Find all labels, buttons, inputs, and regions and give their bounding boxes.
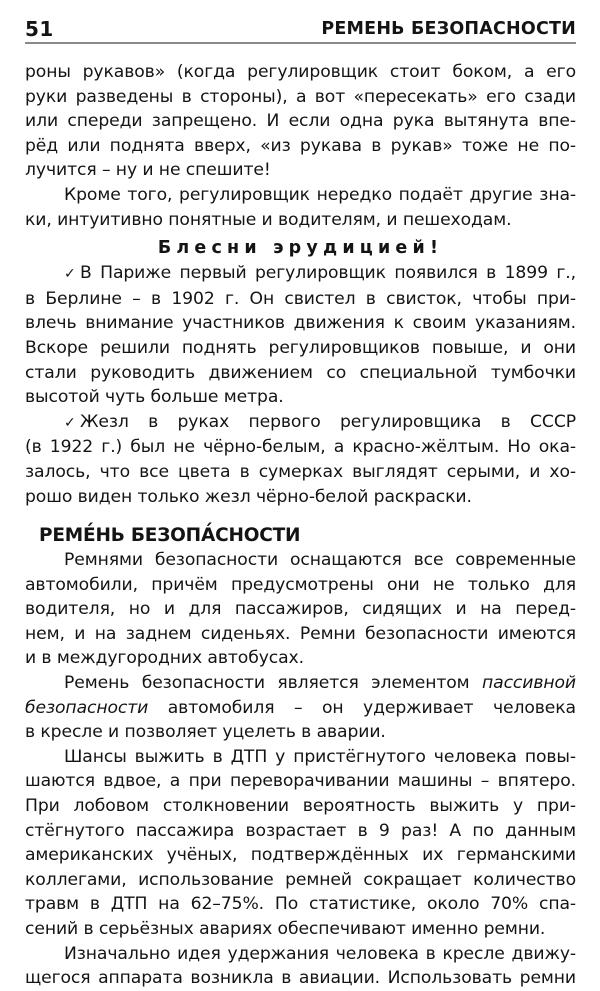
- text-line: стали руководить движением со специальной тумбочки: [25, 362, 576, 383]
- section-paragraph: [25, 548, 576, 671]
- section-paragraph: [25, 671, 576, 745]
- text-run: Ремень безопасности является элементом: [64, 673, 482, 694]
- text-line: в кресле и позволяет уцелеть в аварии.: [25, 722, 386, 743]
- text-line: роны рукавов» (когда регулировщик стоит боком, а его: [25, 62, 576, 82]
- text-line: щегося аппарата возникла в авиации. Использовать ремни: [25, 968, 576, 989]
- text-line: рёд или поднята вверх, «из рукава в рукав» тоже не по-: [25, 135, 576, 156]
- section-heading: РЕМЕ́НЬ БЕЗОПА́СНОСТИ: [39, 525, 301, 547]
- text-line: шаются вдвое, а при переворачивании машины – впятеро.: [25, 771, 576, 792]
- running-title: РЕМЕНЬ БЕЗОПАСНОСТИ: [321, 19, 576, 39]
- text-line: и в междугородних автобусах.: [25, 648, 304, 669]
- text-line: автомобили, причём предусмотрены они не только для: [25, 574, 576, 595]
- sidebar-heading: Блесни эрудицией!: [157, 238, 444, 259]
- other-signals-paragraph: [25, 183, 576, 232]
- running-header: [25, 0, 576, 44]
- text-line: сений в серьёзных авариях обеспечивают именно ремни.: [25, 919, 546, 939]
- text-line: Изначально идея удержания человека в кресле движу-: [64, 943, 576, 964]
- text-run: автомобиля – он удерживает человека: [148, 697, 576, 718]
- text-line: Вскоре решили поднять регулировщиков повыше, и они: [25, 337, 576, 358]
- text-line: американских учёных, подтверждённых их германскими: [25, 845, 576, 866]
- text-line: стёгнутого пассажира возрастает в 9 раз! А по данным: [25, 820, 576, 841]
- text-line: Шансы выжить в ДТП у пристёгнутого человека повы-: [64, 746, 576, 767]
- text-line: лучится – ну и не спешите!: [25, 160, 271, 181]
- checkmark-icon: ✓: [64, 266, 76, 283]
- text-line: залось, что все цвета в сумерках выглядят серыми, и хо-: [25, 461, 576, 482]
- text-line: в Берлине – в 1902 г. Он свистел в свисток, чтобы при-: [25, 288, 576, 309]
- text-line: Кроме того, регулировщик нередко подаёт другие зна-: [64, 184, 576, 205]
- section-paragraph: [25, 745, 576, 942]
- text-line-content: Жезл в руках первого регулировщика в СССР: [80, 411, 576, 432]
- text-line: коллегами, использование ремней сокращает количество: [25, 869, 576, 890]
- italic-term: пассивной: [482, 673, 576, 694]
- text-line: руки разведены в стороны), а вот «пересекать» его сзади: [25, 86, 576, 107]
- text-line: [25, 261, 576, 287]
- text-line: [25, 410, 576, 436]
- continuation-paragraph: [25, 60, 576, 183]
- text-line: высотой чуть больше метра.: [25, 387, 284, 408]
- text-line: рошо виден только жезл чёрно-белой раскраски.: [25, 486, 472, 507]
- text-line: [25, 696, 576, 721]
- sidebar-fact: [25, 261, 576, 410]
- text-line: При лобовом столкновении вероятность выжить у при-: [25, 796, 576, 817]
- section-paragraph: [25, 942, 576, 991]
- checkmark-icon: ✓: [64, 414, 76, 431]
- text-line: Ремнями безопасности оснащаются все современные: [64, 550, 576, 571]
- text-line: водителя, но и для пассажиров, сидящих и на перед-: [25, 599, 576, 620]
- text-line: влечь внимание участников движения к своим указаниям.: [25, 313, 576, 334]
- book-page: [25, 0, 576, 991]
- text-line: (в 1922 г.) был не чёрно-белым, а красно-жёлтым. Но ока-: [25, 437, 576, 458]
- text-line: нем, и на заднем сиденьях. Ремни безопасности имеются: [25, 623, 576, 644]
- italic-term: безопасности: [25, 697, 149, 718]
- text-line: [25, 671, 576, 696]
- text-line: или спереди запрещено. И если одна рука вытянута впе-: [25, 111, 576, 132]
- body-text: [25, 60, 576, 991]
- text-line: ки, интуитивно понятные и водителям, и пешеходам.: [25, 209, 512, 230]
- text-line-content: В Париже первый регулировщик появился в 1899 г.,: [80, 263, 576, 284]
- sidebar-fact: [25, 410, 576, 509]
- text-line: травм в ДТП на 62–75%. По статистике, около 70% спа-: [25, 894, 576, 915]
- page-number: 51: [25, 17, 54, 41]
